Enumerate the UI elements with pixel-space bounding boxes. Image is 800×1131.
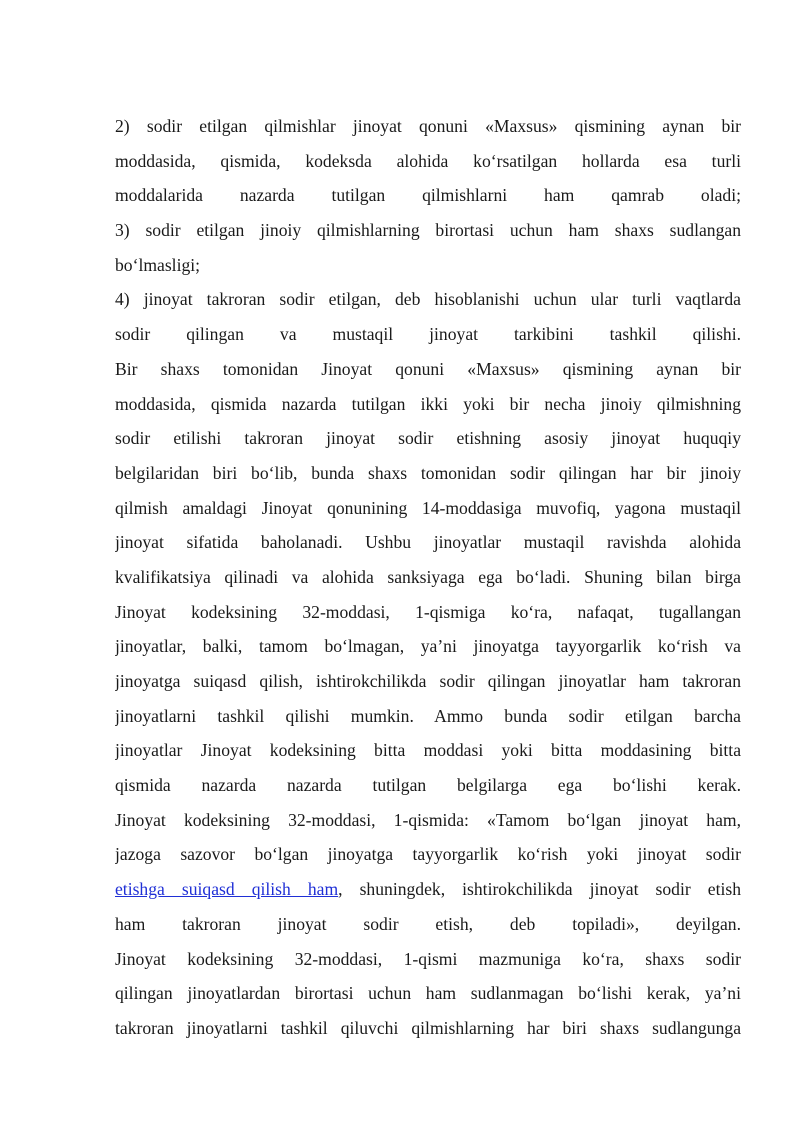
text-line: bo‘lmasligi; [115, 254, 201, 275]
text-line: jinoyatlarni tashkil qilishi mumkin. Ammo bunda sodir etilgan barcha [115, 705, 741, 726]
text-line: sodir qilingan va mustaqil jinoyat tarkibini tashkil qilishi. [115, 324, 741, 345]
text-line: Jinoyat kodeksining 32-moddasi, 1-qismiga ko‘ra, nafaqat, tugallangan [115, 601, 741, 622]
text-line: moddalarida nazarda tutilgan qilmishlarni ham qamrab oladi; [115, 185, 741, 206]
text-line: moddasida, qismida, kodeksda alohida ko‘rsatilgan hollarda esa turli [115, 150, 741, 171]
inline-link[interactable]: etishga suiqasd qilish ham [115, 879, 339, 900]
text-line: qilmish amaldagi Jinoyat qonunining 14-moddasiga muvofiq, yagona mustaqil [115, 497, 741, 518]
text-line: 3) sodir etilgan jinoiy qilmishlarning birortasi uchun ham shaxs sudlangan [115, 220, 741, 241]
text-line: sodir etilishi takroran jinoyat sodir etishning asosiy jinoyat huquqiy [115, 428, 741, 449]
text-line: 4) jinoyat takroran sodir etilgan, deb hisoblanishi uchun ular turli vaqtlarda [115, 289, 741, 310]
text-line: takroran jinoyatlarni tashkil qiluvchi qilmishlarning har biri shaxs sudlangunga [115, 1017, 741, 1038]
text-line: belgilaridan biri bo‘lib, bunda shaxs tomonidan sodir qilingan har bir jinoiy [115, 462, 741, 483]
text-line: Bir shaxs tomonidan Jinoyat qonuni «Maxsus» qismining aynan bir [115, 358, 741, 379]
document-page [115, 109, 741, 1046]
text-line: ham takroran jinoyat sodir etish, deb topiladi», deyilgan. [115, 913, 741, 934]
paragraph-block [115, 109, 741, 872]
text-line: 2) sodir etilgan qilmishlar jinoyat qonuni «Maxsus» qismining aynan bir [115, 116, 741, 136]
text-line: Jinoyat kodeksining 32-moddasi, 1-qismida: «Tamom bo‘lgan jinoyat ham, [115, 809, 741, 830]
text-line: jinoyatlar Jinoyat kodeksining bitta moddasi yoki bitta moddasining bitta [115, 740, 741, 761]
text-line-with-link [115, 872, 741, 907]
paragraph-block-end [115, 907, 741, 1046]
text-line: jinoyatlar, balki, tamom bo‘lmagan, ya’ni jinoyatga tayyorgarlik ko‘rish va [115, 636, 741, 657]
text-line: qilingan jinoyatlardan birortasi uchun ham sudlanmagan bo‘lishi kerak, ya’ni [115, 983, 741, 1004]
text-line: Jinoyat kodeksining 32-moddasi, 1-qismi mazmuniga ko‘ra, shaxs sodir [115, 948, 741, 969]
text-line: moddasida, qismida nazarda tutilgan ikki yoki bir necha jinoiy qilmishning [115, 393, 741, 414]
text-line: jazoga sazovor bo‘lgan jinoyatga tayyorgarlik ko‘rish yoki jinoyat sodir [115, 844, 741, 865]
text-line: jinoyatga suiqasd qilish, ishtirokchilikda sodir qilingan jinoyatlar ham takroran [115, 671, 741, 691]
text-line-rest: , shuningdek, ishtirokchilikda jinoyat sodir etish [338, 879, 741, 900]
text-line: jinoyat sifatida baholanadi. Ushbu jinoyatlar mustaqil ravishda alohida [115, 532, 741, 553]
text-line: kvalifikatsiya qilinadi va alohida sanksiyaga ega bo‘ladi. Shuning bilan birga [115, 566, 741, 587]
text-line: qismida nazarda nazarda tutilgan belgilarga ega bo‘lishi kerak. [115, 775, 741, 796]
